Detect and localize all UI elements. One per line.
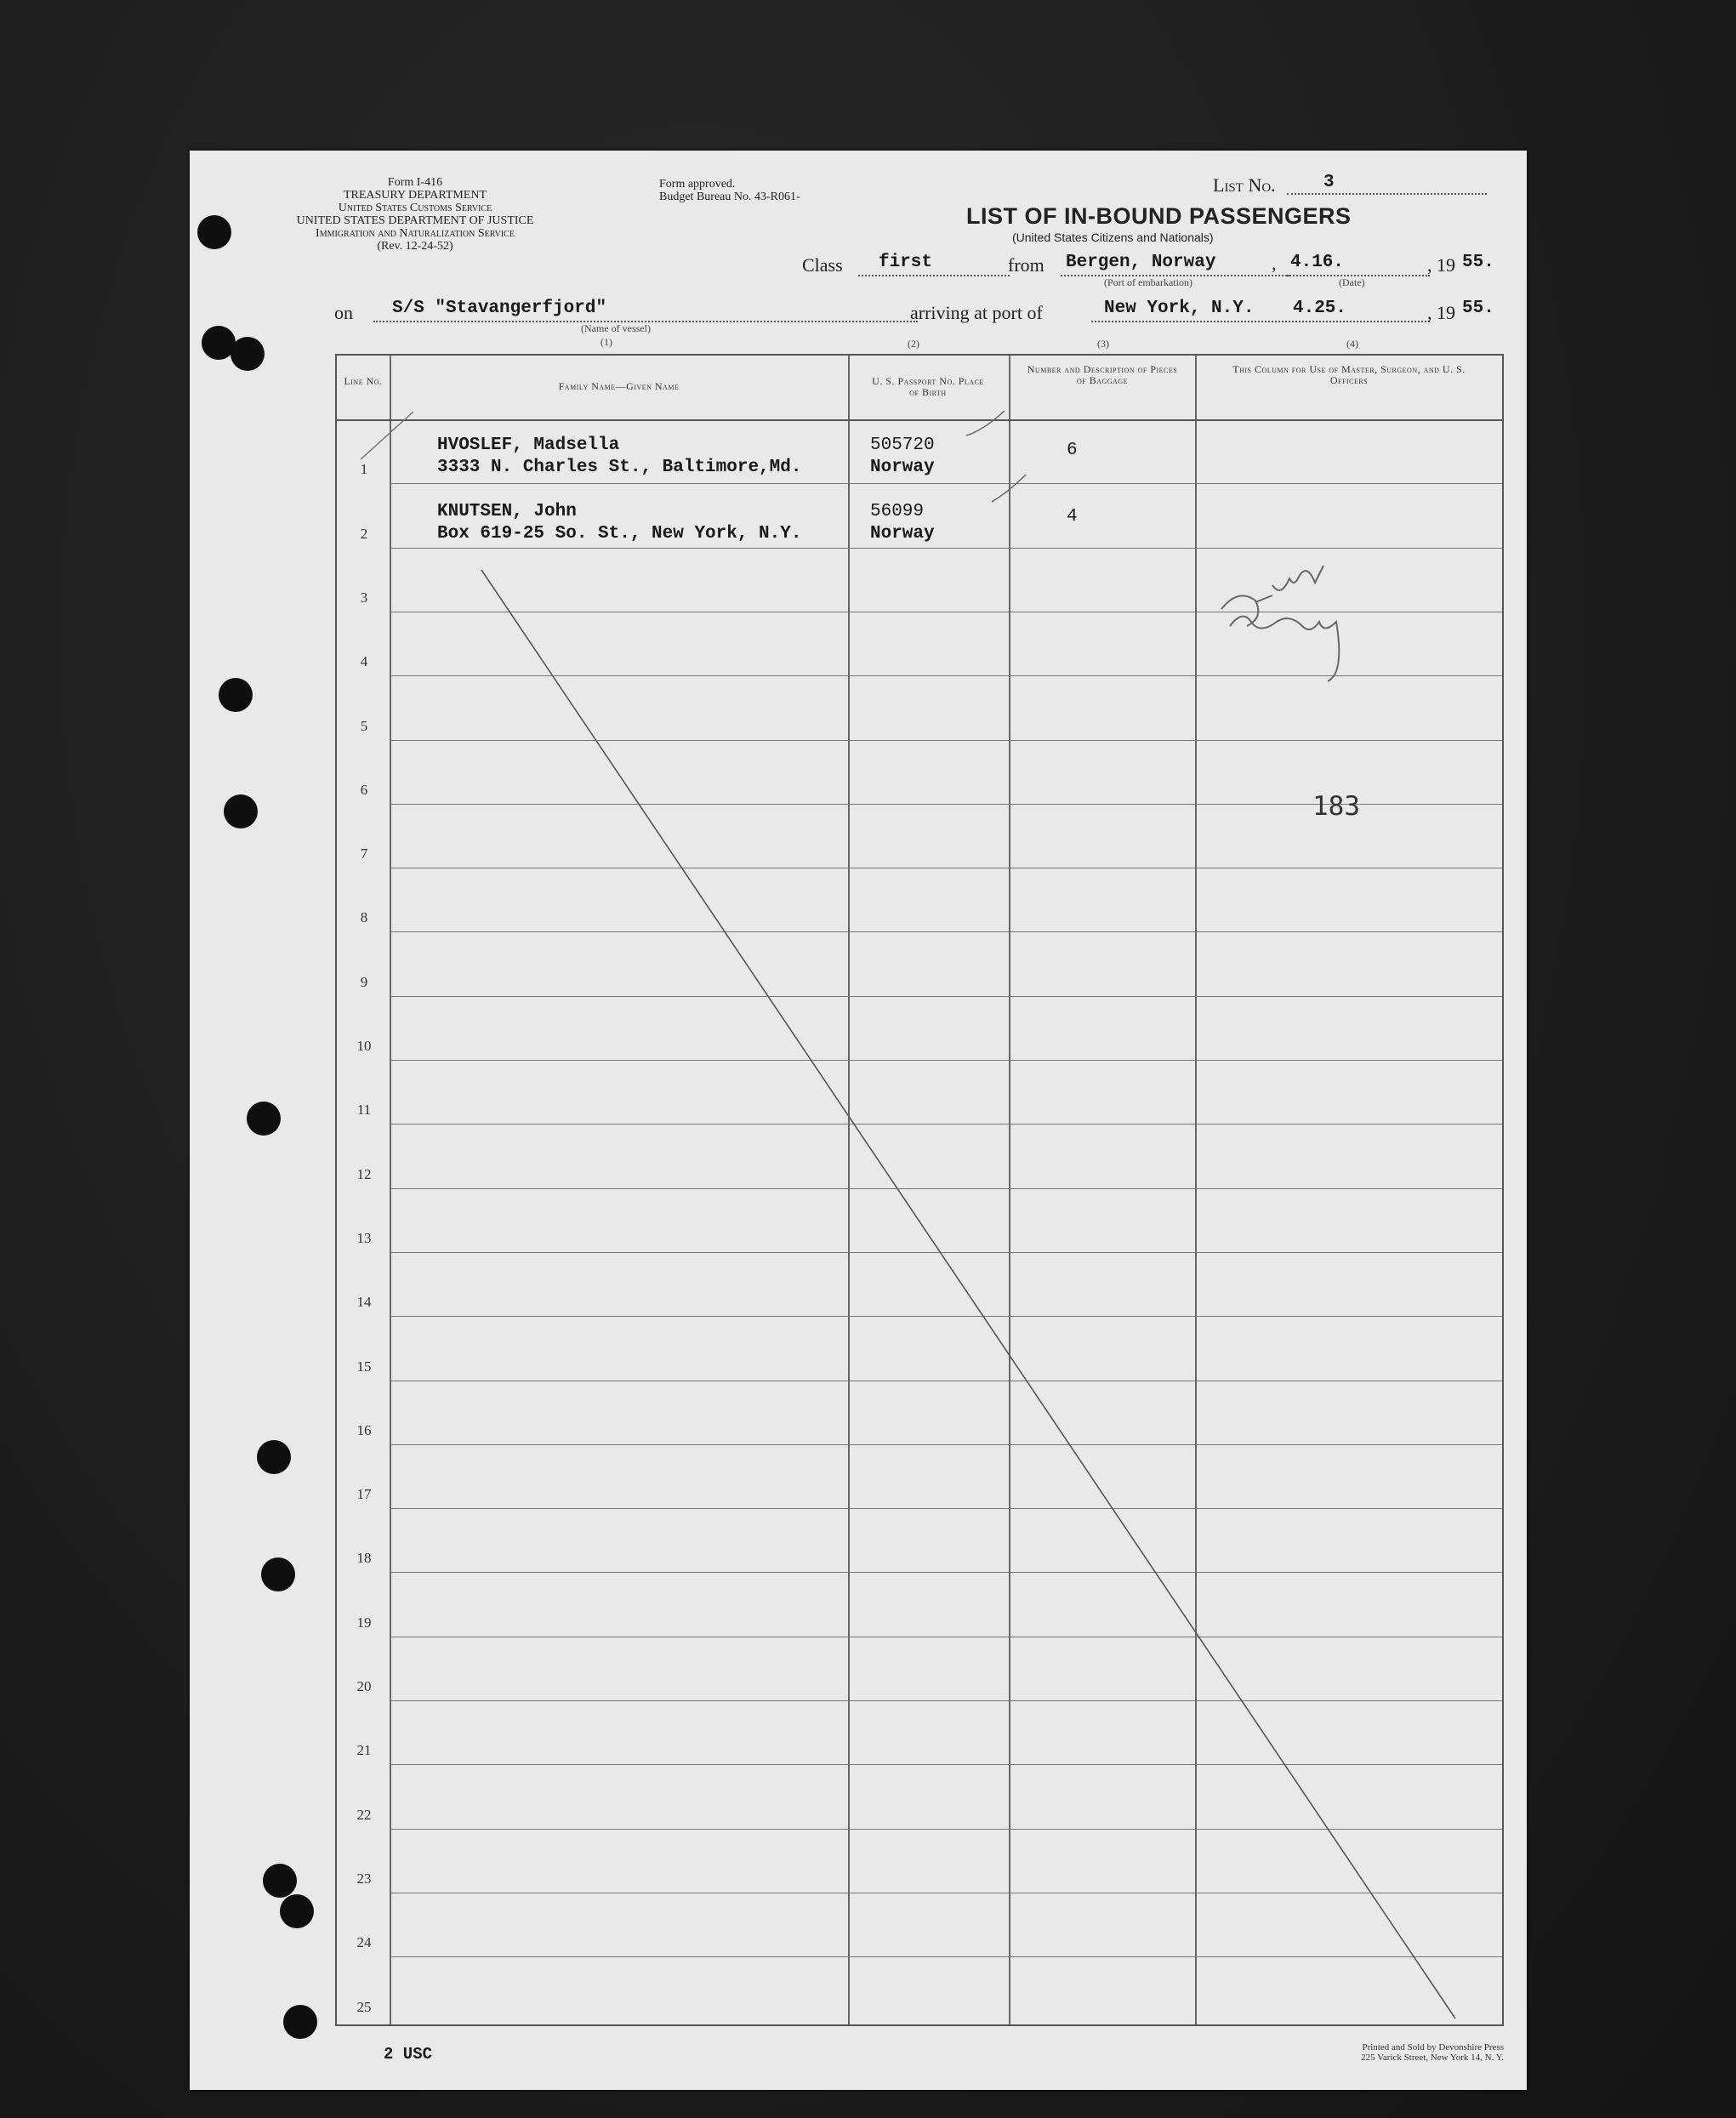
passport-number: 505720: [870, 436, 935, 455]
passenger-name: KNUTSEN, John: [437, 502, 577, 521]
printer-credit: [1253, 2042, 1504, 2063]
year-2: 55.: [1462, 299, 1494, 318]
year-1: 55.: [1462, 253, 1494, 272]
line-number: 21: [356, 1742, 372, 1759]
form-number: Form I-416: [387, 176, 443, 189]
birthplace: Norway: [870, 458, 935, 477]
footer-code: 2 USC: [384, 2045, 433, 2064]
form-title: LIST OF IN-BOUND PASSENGERS: [966, 203, 1352, 229]
cancellation-line: [481, 570, 1455, 2018]
passenger-address: 3333 N. Charles St., Baltimore,Md.: [437, 458, 802, 477]
printer-line-1: Printed and Sold by Devonshire Press: [1362, 2042, 1504, 2053]
customs-service: United States Customs Service: [338, 202, 492, 214]
header-name: Family Name—Given Name: [558, 380, 680, 392]
year-prefix-1: , 19: [1427, 254, 1455, 276]
passenger-name: HVOSLEF, Madsella: [437, 436, 620, 455]
class-line: [858, 275, 1010, 276]
departure-date: 4.16.: [1290, 253, 1345, 272]
passenger-address: Box 619-25 So. St., New York, N.Y.: [437, 524, 802, 544]
line-number: 18: [356, 1550, 372, 1567]
agency-header: [275, 176, 555, 253]
arrival-date: 4.25.: [1293, 299, 1347, 318]
line-number: 22: [356, 1806, 372, 1823]
punch-hole: [261, 1557, 295, 1591]
printer-line-2: 225 Varick Street, New York 14, N. Y.: [1361, 2053, 1504, 2063]
punch-hole: [197, 215, 231, 249]
punch-hole: [247, 1102, 281, 1136]
form-approved: Form approved.: [659, 178, 736, 191]
vessel-name: S/S "Stavangerfjord": [392, 299, 607, 318]
punch-hole: [280, 1894, 314, 1928]
line-number: 23: [356, 1870, 372, 1887]
punch-hole: [263, 1864, 297, 1898]
approval-block: [659, 178, 800, 203]
line-number: 4: [360, 653, 368, 670]
ins-name: Immigration and Naturalization Service: [316, 227, 515, 240]
stamp-number: 183: [1312, 791, 1360, 822]
header-officers: This Column for Use of Master, Surgeon, and U. S. Officers: [1232, 363, 1466, 386]
date-caption: (Date): [1339, 276, 1365, 288]
list-no-label: List No.: [1213, 174, 1276, 196]
header-passport: U. S. Passport No. Place of Birth: [872, 375, 984, 398]
line-number: 19: [356, 1614, 372, 1631]
arrival-port: New York, N.Y.: [1104, 299, 1255, 318]
line-number: 6: [360, 781, 368, 798]
arriving-label: arriving at port of: [910, 302, 1043, 323]
header-line-no: Line No.: [344, 375, 383, 387]
baggage-count: 6: [1067, 441, 1078, 460]
line-number: 20: [356, 1678, 372, 1694]
passport-number: 56099: [870, 502, 925, 521]
line-number: 3: [360, 589, 368, 606]
form-subtitle: (United States Citizens and Nationals): [1012, 231, 1214, 244]
punch-hole: [231, 337, 265, 371]
punch-hole: [283, 2005, 317, 2039]
line-number: 12: [356, 1165, 372, 1182]
col4-num: (4): [1346, 338, 1358, 350]
line-number: 1: [360, 461, 368, 478]
list-no-value: 3: [1323, 173, 1335, 192]
budget-bureau: Budget Bureau No. 43-R061-: [659, 191, 800, 203]
treasury-department: TREASURY DEPARTMENT: [343, 189, 487, 202]
justice-department: UNITED STATES DEPARTMENT OF JUSTICE: [296, 214, 534, 227]
header-baggage: Number and Description of Pieces of Baggage: [1027, 363, 1178, 386]
list-no-line: [1287, 193, 1487, 195]
line-number: 7: [360, 845, 368, 863]
form-page: [190, 151, 1527, 2090]
vessel-caption: (Name of vessel): [581, 322, 651, 334]
line-number: 11: [356, 1102, 372, 1119]
from-port: Bergen, Norway: [1066, 253, 1216, 272]
line-number: 10: [356, 1038, 372, 1054]
col2-num: (2): [908, 338, 919, 350]
class-label: Class: [802, 254, 843, 276]
punch-hole: [219, 678, 253, 712]
vessel-col-num: (1): [600, 336, 612, 348]
line-number: 2: [360, 525, 368, 542]
line-number: 17: [356, 1486, 372, 1503]
passenger-table: [335, 354, 1504, 2026]
baggage-count: 4: [1067, 507, 1078, 527]
line-number: 15: [356, 1358, 372, 1375]
line-number: 9: [360, 973, 368, 990]
pencil-marks: [337, 356, 1502, 2024]
arrival-line: [1091, 321, 1430, 322]
check-mark: [361, 412, 413, 459]
year-prefix-2: , 19: [1427, 302, 1455, 323]
birthplace: Norway: [870, 524, 935, 544]
line-number: 16: [356, 1421, 372, 1438]
col3-num: (3): [1097, 338, 1109, 350]
signature: [1221, 566, 1339, 681]
line-number: 14: [356, 1294, 372, 1311]
punch-hole: [257, 1440, 291, 1474]
class-value: first: [879, 253, 933, 272]
line-number: 8: [360, 909, 368, 926]
line-number: 13: [356, 1229, 372, 1246]
punch-hole: [224, 794, 258, 828]
line-number: 5: [360, 717, 368, 734]
line-number: 25: [356, 1998, 372, 2015]
comma: ,: [1272, 253, 1277, 274]
revision-date: (Rev. 12-24-52): [377, 240, 453, 253]
port-caption: (Port of embarkation): [1104, 276, 1192, 288]
from-label: from: [1008, 254, 1044, 276]
line-number: 24: [356, 1934, 372, 1951]
check-mark: [966, 411, 1005, 436]
check-mark: [992, 475, 1026, 502]
on-label: on: [334, 302, 353, 323]
